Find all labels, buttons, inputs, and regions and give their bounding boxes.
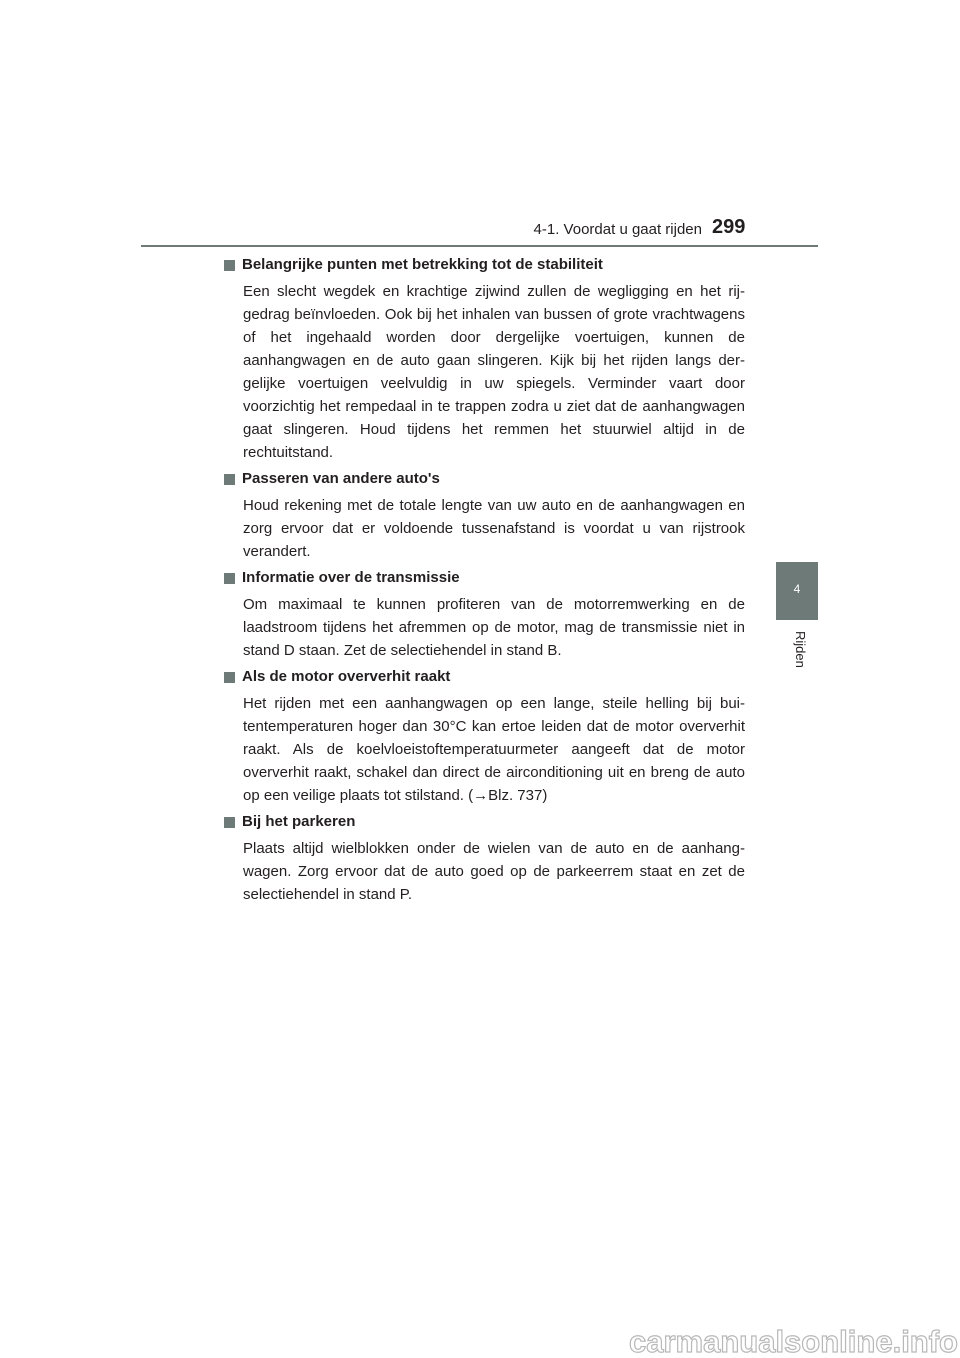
section-heading xyxy=(224,468,745,490)
section-body: Een slecht wegdek en krachtige zijwind zullen de wegligging en het rijgedrag beïnvloeden. Ook bij het inhalen van bussen of grote vrachtwagens of het ingehaald worden door dergelijke voertuigen, kunnen de aanhangwagen en de auto gaan slingeren. Kijk bij het rijden langs dergelijke voertuigen veelvuldig in uw spiegels. Verminder vaart door voorzichtig het rempedaal in te trappen zodra u ziet dat de aanhangwagen gaat slingeren. Houd tijdens het remmen het stuurwiel altijd in de rechtuitstand. xyxy=(243,283,745,461)
section-heading xyxy=(224,254,745,276)
section-body: Om maximaal te kunnen profiteren van de motorremwerking en de laadstroom tijdens het afremmen op de motor, mag de transmissie niet in stand D staan. Zet de selectiehendel in stand B. xyxy=(243,596,745,659)
section-heading-text: Informatie over de transmissie xyxy=(242,569,460,586)
page-number: 299 xyxy=(712,216,746,238)
section-parking xyxy=(224,811,745,906)
section-stability xyxy=(224,254,745,464)
section-overheating xyxy=(224,666,745,807)
square-bullet-icon xyxy=(224,817,235,828)
section-body: Houd rekening met de totale lengte van uw auto en de aanhangwagen en zorg ervoor dat er voldoende tussenafstand is voordat u van rijstrook verandert. xyxy=(243,497,745,560)
section-passing xyxy=(224,468,745,563)
section-heading xyxy=(224,666,745,688)
section-heading-text: Belangrijke punten met betrekking tot de stabiliteit xyxy=(242,256,603,273)
header-divider xyxy=(141,245,818,247)
square-bullet-icon xyxy=(224,573,235,584)
square-bullet-icon xyxy=(224,474,235,485)
watermark-logo xyxy=(528,1326,960,1358)
site-watermark xyxy=(528,1326,960,1358)
section-heading xyxy=(224,567,745,589)
watermark-text: carmanualsonline.info xyxy=(628,1326,958,1358)
section-heading-text: Passeren van andere auto's xyxy=(242,470,440,487)
section-heading xyxy=(224,811,745,833)
section-heading-text: Bij het parkeren xyxy=(242,813,356,830)
chapter-tab-number: 4 xyxy=(793,582,801,596)
section-body: Het rijden met een aanhangwagen op een lange, steile helling bij buitentemperaturen hoger dan 30°C kan ertoe leiden dat de motor oververhit raakt. Als de koelvloeistoftemperatuurmeter aangeeft dat de motor oververhit raakt, schakel dan direct de airconditioning uit en breng de auto op een veilige plaats tot stilstand. (→Blz. 737) xyxy=(243,695,745,804)
chapter-tab xyxy=(776,562,818,620)
section-transmission xyxy=(224,567,745,662)
running-header-title: 4-1. Voordat u gaat rijden xyxy=(533,221,702,238)
square-bullet-icon xyxy=(224,260,235,271)
section-heading-text: Als de motor oververhit raakt xyxy=(242,668,451,685)
chapter-tab-label: Rijden xyxy=(793,631,808,668)
page-content xyxy=(224,254,745,910)
square-bullet-icon xyxy=(224,672,235,683)
section-body: Plaats altijd wielblokken onder de wielen van de auto en de aanhangwagen. Zorg ervoor dat de auto goed op de parkeerrem staat en zet de selectiehendel in stand P. xyxy=(243,840,745,903)
